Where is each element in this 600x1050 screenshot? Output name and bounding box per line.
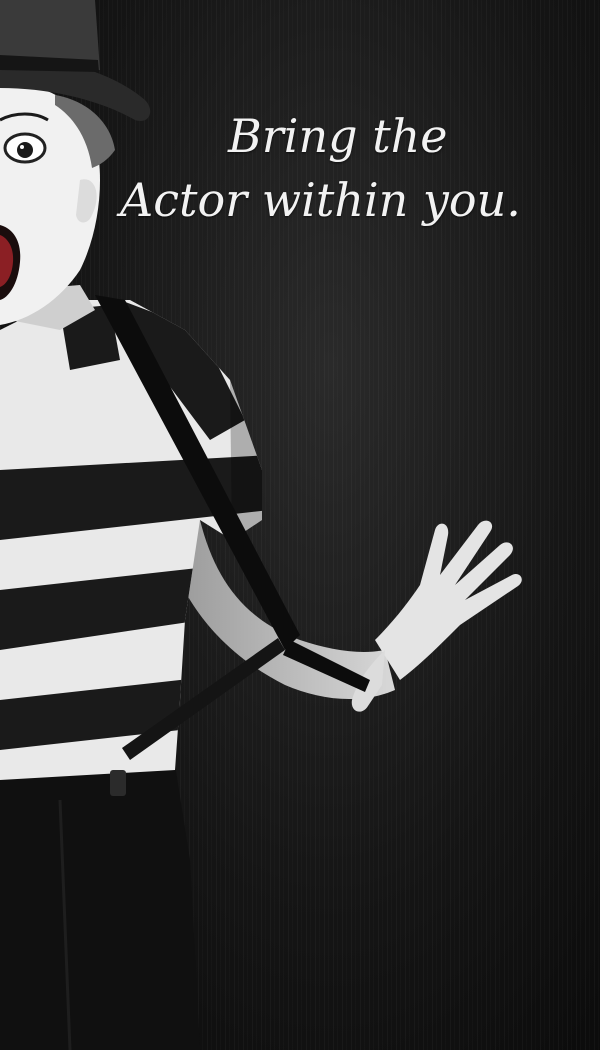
mime-hand: [352, 521, 522, 712]
mime-face: [0, 84, 115, 325]
tagline-line-1: Bring the: [228, 109, 448, 163]
tagline-line-2: Actor within you.: [120, 172, 521, 227]
tagline-text: [120, 108, 590, 229]
pants: [0, 765, 200, 1050]
